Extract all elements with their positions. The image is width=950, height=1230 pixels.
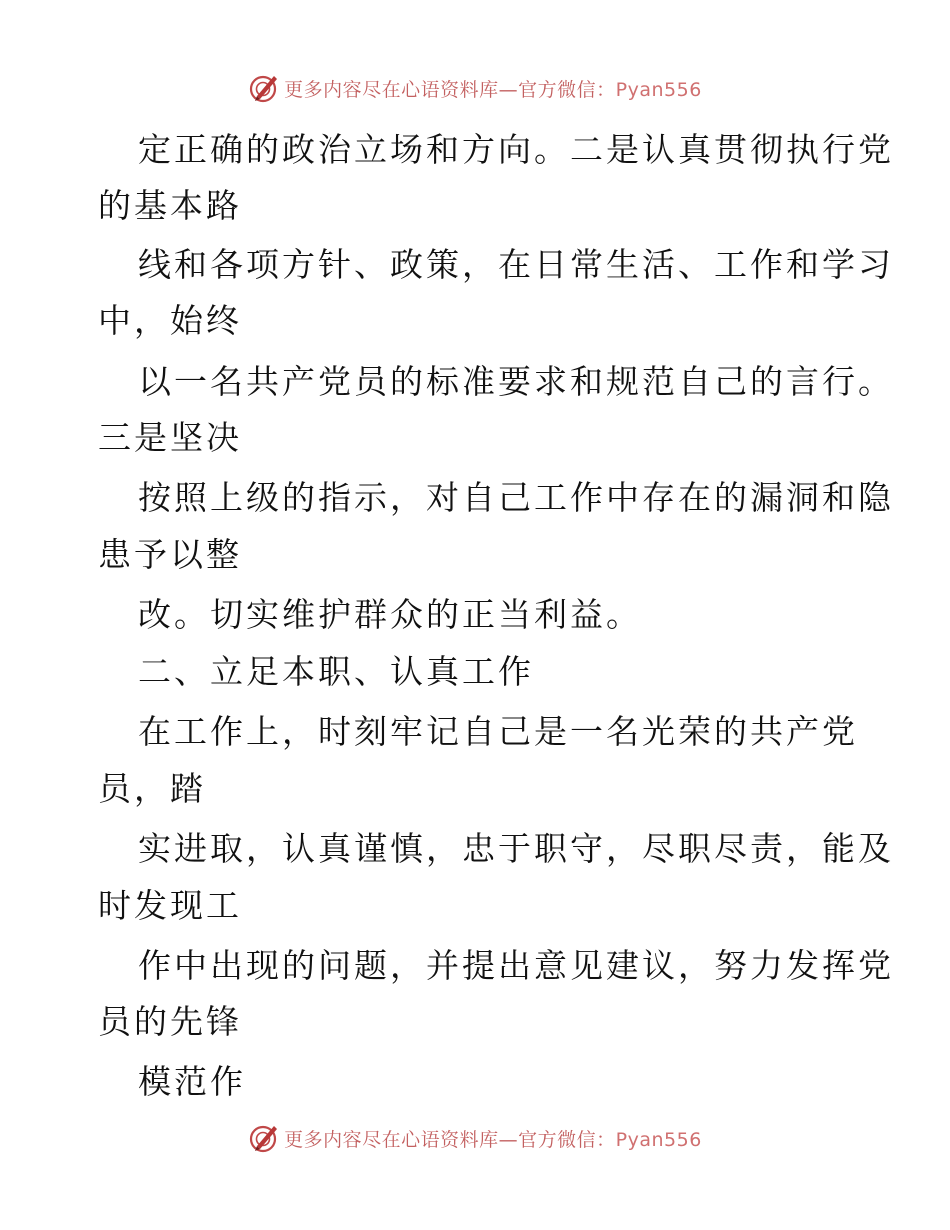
text-line: 定正确的政治立场和方向。二是认真贯彻执行党 <box>138 130 894 169</box>
text-line: 时发现工 <box>98 886 242 925</box>
section-heading: 二、立足本职、认真工作 <box>138 652 534 691</box>
header-watermark <box>0 72 950 104</box>
text-line: 以一名共产党员的标准要求和规范自己的言行。 <box>138 362 894 401</box>
text-line: 改。切实维护群众的正当利益。 <box>138 595 642 634</box>
pen-logo-icon <box>248 1122 280 1154</box>
watermark-text: 更多内容尽在心语资料库—官方微信： <box>284 1128 616 1151</box>
text-line: 模范作 <box>138 1062 246 1101</box>
text-line: 的基本路 <box>98 186 242 225</box>
pen-logo-icon <box>248 72 280 104</box>
watermark-wechat-id: Pyan556 <box>615 78 702 101</box>
watermark-wechat-id: Pyan556 <box>615 1128 702 1151</box>
text-line: 按照上级的指示，对自己工作中存在的漏洞和隐 <box>138 478 894 517</box>
text-line: 在工作上，时刻牢记自己是一名光荣的共产党 <box>138 712 858 751</box>
text-line: 作中出现的问题，并提出意见建议，努力发挥党 <box>138 946 894 985</box>
watermark-text: 更多内容尽在心语资料库—官方微信： <box>284 78 616 101</box>
text-line: 患予以整 <box>98 535 242 574</box>
text-line: 员，踏 <box>98 769 206 808</box>
text-line: 中，始终 <box>98 301 242 340</box>
text-line: 实进取，认真谨慎，忠于职守，尽职尽责，能及 <box>138 829 894 868</box>
text-line: 员的先锋 <box>98 1002 242 1041</box>
footer-watermark <box>0 1122 950 1154</box>
text-line: 三是坚决 <box>98 418 242 457</box>
text-line: 线和各项方针、政策，在日常生活、工作和学习 <box>138 245 894 284</box>
